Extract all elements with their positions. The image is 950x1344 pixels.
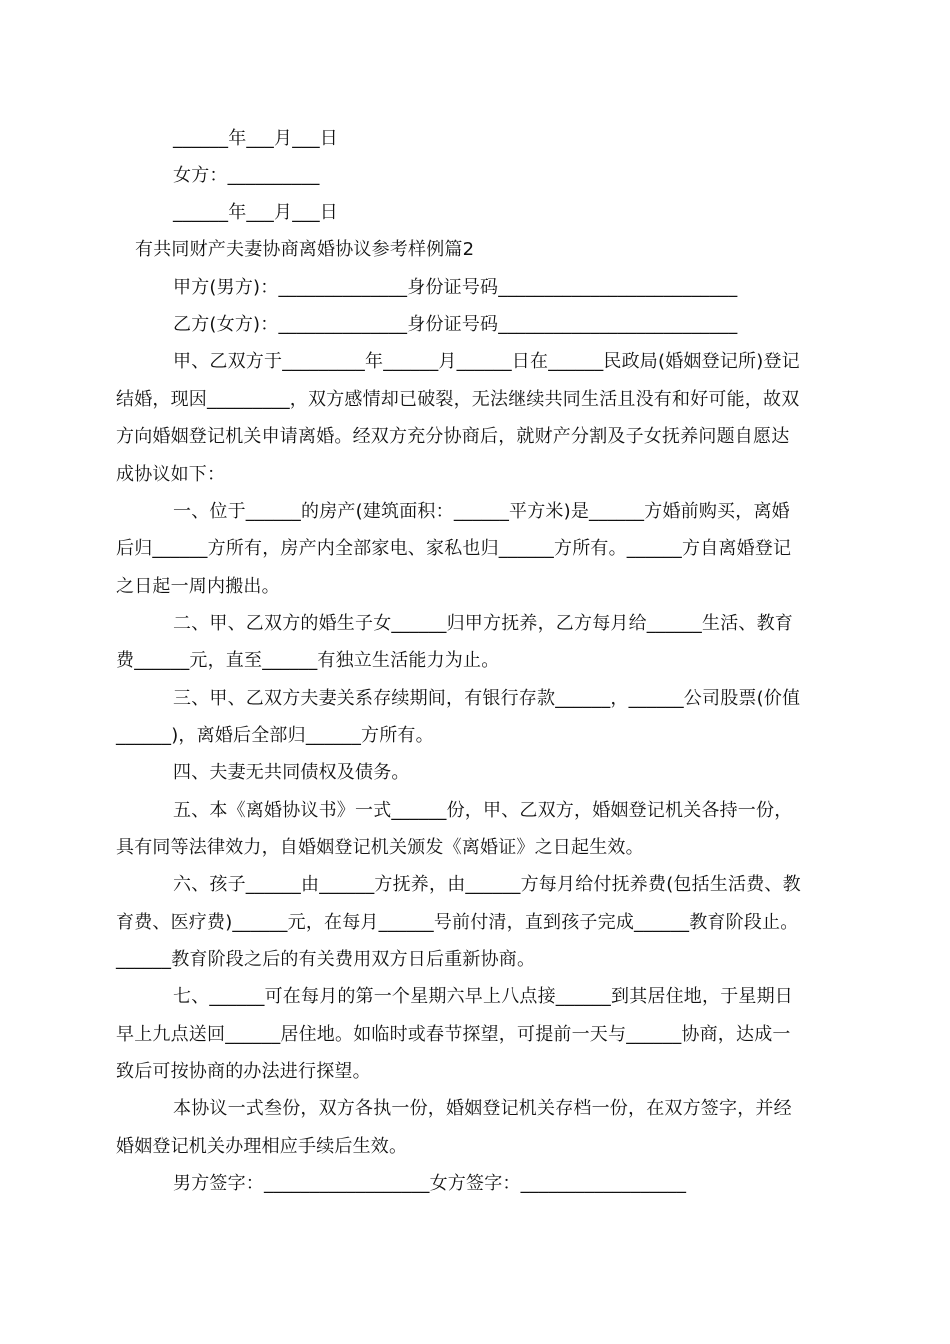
section-title: 有共同财产夫妻协商离婚协议参考样例篇2 [135,239,475,260]
clause-5-line: 具有同等法律效力，自婚姻登记机关颁发《离婚证》之日起生效。 [116,837,644,858]
signature-line: 男方签字：__________________女方签字：__________________ [173,1173,687,1194]
clause-7-line: 七、______可在每月的第一个星期六早上八点接______到其居住地，于星期日 [173,986,793,1007]
intro-paragraph-line: 结婚，现因_________，双方感情却已破裂，无法继续共同生活且没有和好可能，故双 [116,389,800,410]
clause-1-line: 后归______方所有，房产内全部家电、家私也归______方所有。______方自离婚登记 [116,538,792,559]
clause-6-line: 六、孩子______由______方抚养，由______方每月给付抚养费(包括生活费、教 [173,874,801,895]
clause-3-line: ______)，离婚后全部归______方所有。 [116,725,434,746]
intro-paragraph-line: 方向婚姻登记机关申请离婚。经双方充分协商后，就财产分割及子女抚养问题自愿达 [116,426,790,447]
clause-6-line: 育费、医疗费)______元，在每月______号前付清，直到孩子完成______教育阶段止。 [116,912,799,933]
female-party-line: 女方：__________ [173,165,320,186]
clause-5-line: 五、本《离婚协议书》一式______份，甲、乙双方，婚姻登记机关各持一份， [173,800,793,821]
clause-2-line: 二、甲、乙双方的婚生子女______归甲方抚养，乙方每月给______生活、教育 [173,613,793,634]
closing-paragraph-line: 婚姻登记机关办理相应手续后生效。 [116,1136,408,1157]
clause-7-line: 致后可按协商的办法进行探望。 [116,1061,371,1082]
intro-paragraph-line: 成协议如下： [116,464,226,485]
clause-1-line: 之日起一周内搬出。 [116,576,280,597]
clause-6-line: ______教育阶段之后的有关费用双方日后重新协商。 [116,949,536,970]
clause-7-line: 早上九点送回______居住地。如临时或春节探望，可提前一天与______协商，达成一 [116,1024,791,1045]
intro-paragraph-line: 甲、乙双方于_________年______月______日在______民政局(婚姻登记所)登记 [173,351,800,372]
clause-2-line: 费______元，直至______有独立生活能力为止。 [116,650,500,671]
closing-paragraph-line: 本协议一式叁份，双方各执一份，婚姻登记机关存档一份，在双方签字，并经 [173,1098,792,1119]
date-line-male: ______年___月___日 [173,128,338,149]
party-a-line: 甲方(男方)：______________身份证号码__________________________ [173,277,738,298]
party-b-line: 乙方(女方)：______________身份证号码__________________________ [173,314,738,335]
date-line-female: ______年___月___日 [173,202,338,223]
clause-4-line: 四、夫妻无共同债权及债务。 [173,762,410,783]
clause-1-line: 一、位于______的房产(建筑面积：______平方米)是______方婚前购买，离婚 [173,501,790,522]
clause-3-line: 三、甲、乙双方夫妻关系存续期间，有银行存款______，______公司股票(价值 [173,688,801,709]
